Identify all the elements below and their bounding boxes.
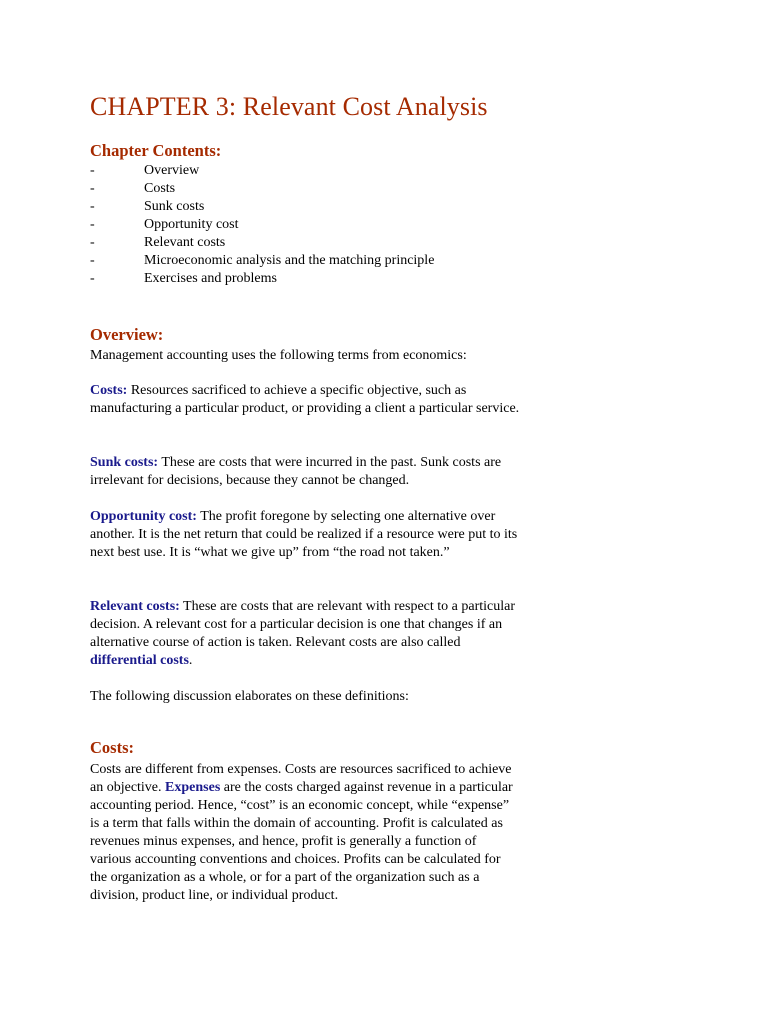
contents-item-label: Exercises and problems [144,271,277,286]
sunk-costs-term: Sunk costs: [90,455,159,470]
relevant-costs-definition-paragraph [90,598,520,670]
list-dash: - [90,235,95,250]
sunk-costs-definition-paragraph [90,454,520,490]
following-discussion-paragraph: The following discussion elaborates on these definitions: [90,689,409,704]
costs-section-paragraph [90,761,520,905]
costs-section-text-before: Costs are different from expenses. Costs are resources sacrificed to achieve an objective. [90,762,512,795]
relevant-costs-text-after: . [188,653,193,668]
overview-heading: Overview: [90,325,164,344]
sunk-costs-definition-text: These are costs that were incurred in the past. Sunk costs are irrelevant for decisions, because they cannot be changed. [90,455,502,488]
contents-item-label: Sunk costs [144,199,205,214]
list-dash: - [90,217,95,232]
costs-section-heading: Costs: [90,738,134,757]
contents-item-label: Costs [144,181,176,196]
chapter-contents-heading: Chapter Contents: [90,141,222,160]
contents-item-label: Microeconomic analysis and the matching principle [144,253,435,268]
costs-definition-text: Resources sacrificed to achieve a specific objective, such as manufacturing a particular product, or providing a client a particular service. [90,383,520,416]
list-dash: - [90,163,95,178]
costs-term: Costs: [90,383,128,398]
list-dash: - [90,253,95,268]
list-dash: - [90,181,95,196]
costs-section-text-after: are the costs charged against revenue in a particular accounting period. Hence, “cost” is an economic concept, while “expense” is a term that falls within the domain of accounting. Profit is calculated as revenues minus expenses, and hence, profit is generally a function of various accounting conventions and choices. Profits can be calculated for the organization as a whole, or for a part of the organization such as a division, product line, or individual product. [90,780,513,903]
list-dash: - [90,199,95,214]
contents-item-label: Overview [144,163,200,178]
opportunity-cost-term: Opportunity cost: [90,509,197,524]
opportunity-cost-definition-text: The profit foregone by selecting one alternative over another. It is the net return that could be realized if a resource were put to its next best use. It is “what we give up” from “the road not taken.” [90,509,518,560]
relevant-costs-term: Relevant costs: [90,599,180,614]
contents-item-label: Relevant costs [144,235,226,250]
differential-costs-term: differential costs [90,653,189,668]
opportunity-cost-definition-paragraph [90,508,520,562]
overview-intro-paragraph: Management accounting uses the following terms from economics: [90,348,467,363]
contents-item-label: Opportunity cost [144,217,239,232]
expenses-term: Expenses [165,780,221,795]
relevant-costs-text-before: These are costs that are relevant with respect to a particular decision. A relevant cost for a particular decision is one that changes if an alternative course of action is taken. Relevant costs are also called [90,599,516,650]
chapter-title: CHAPTER 3: Relevant Cost Analysis [90,92,488,121]
costs-definition-paragraph [90,382,520,418]
list-dash: - [90,271,95,286]
